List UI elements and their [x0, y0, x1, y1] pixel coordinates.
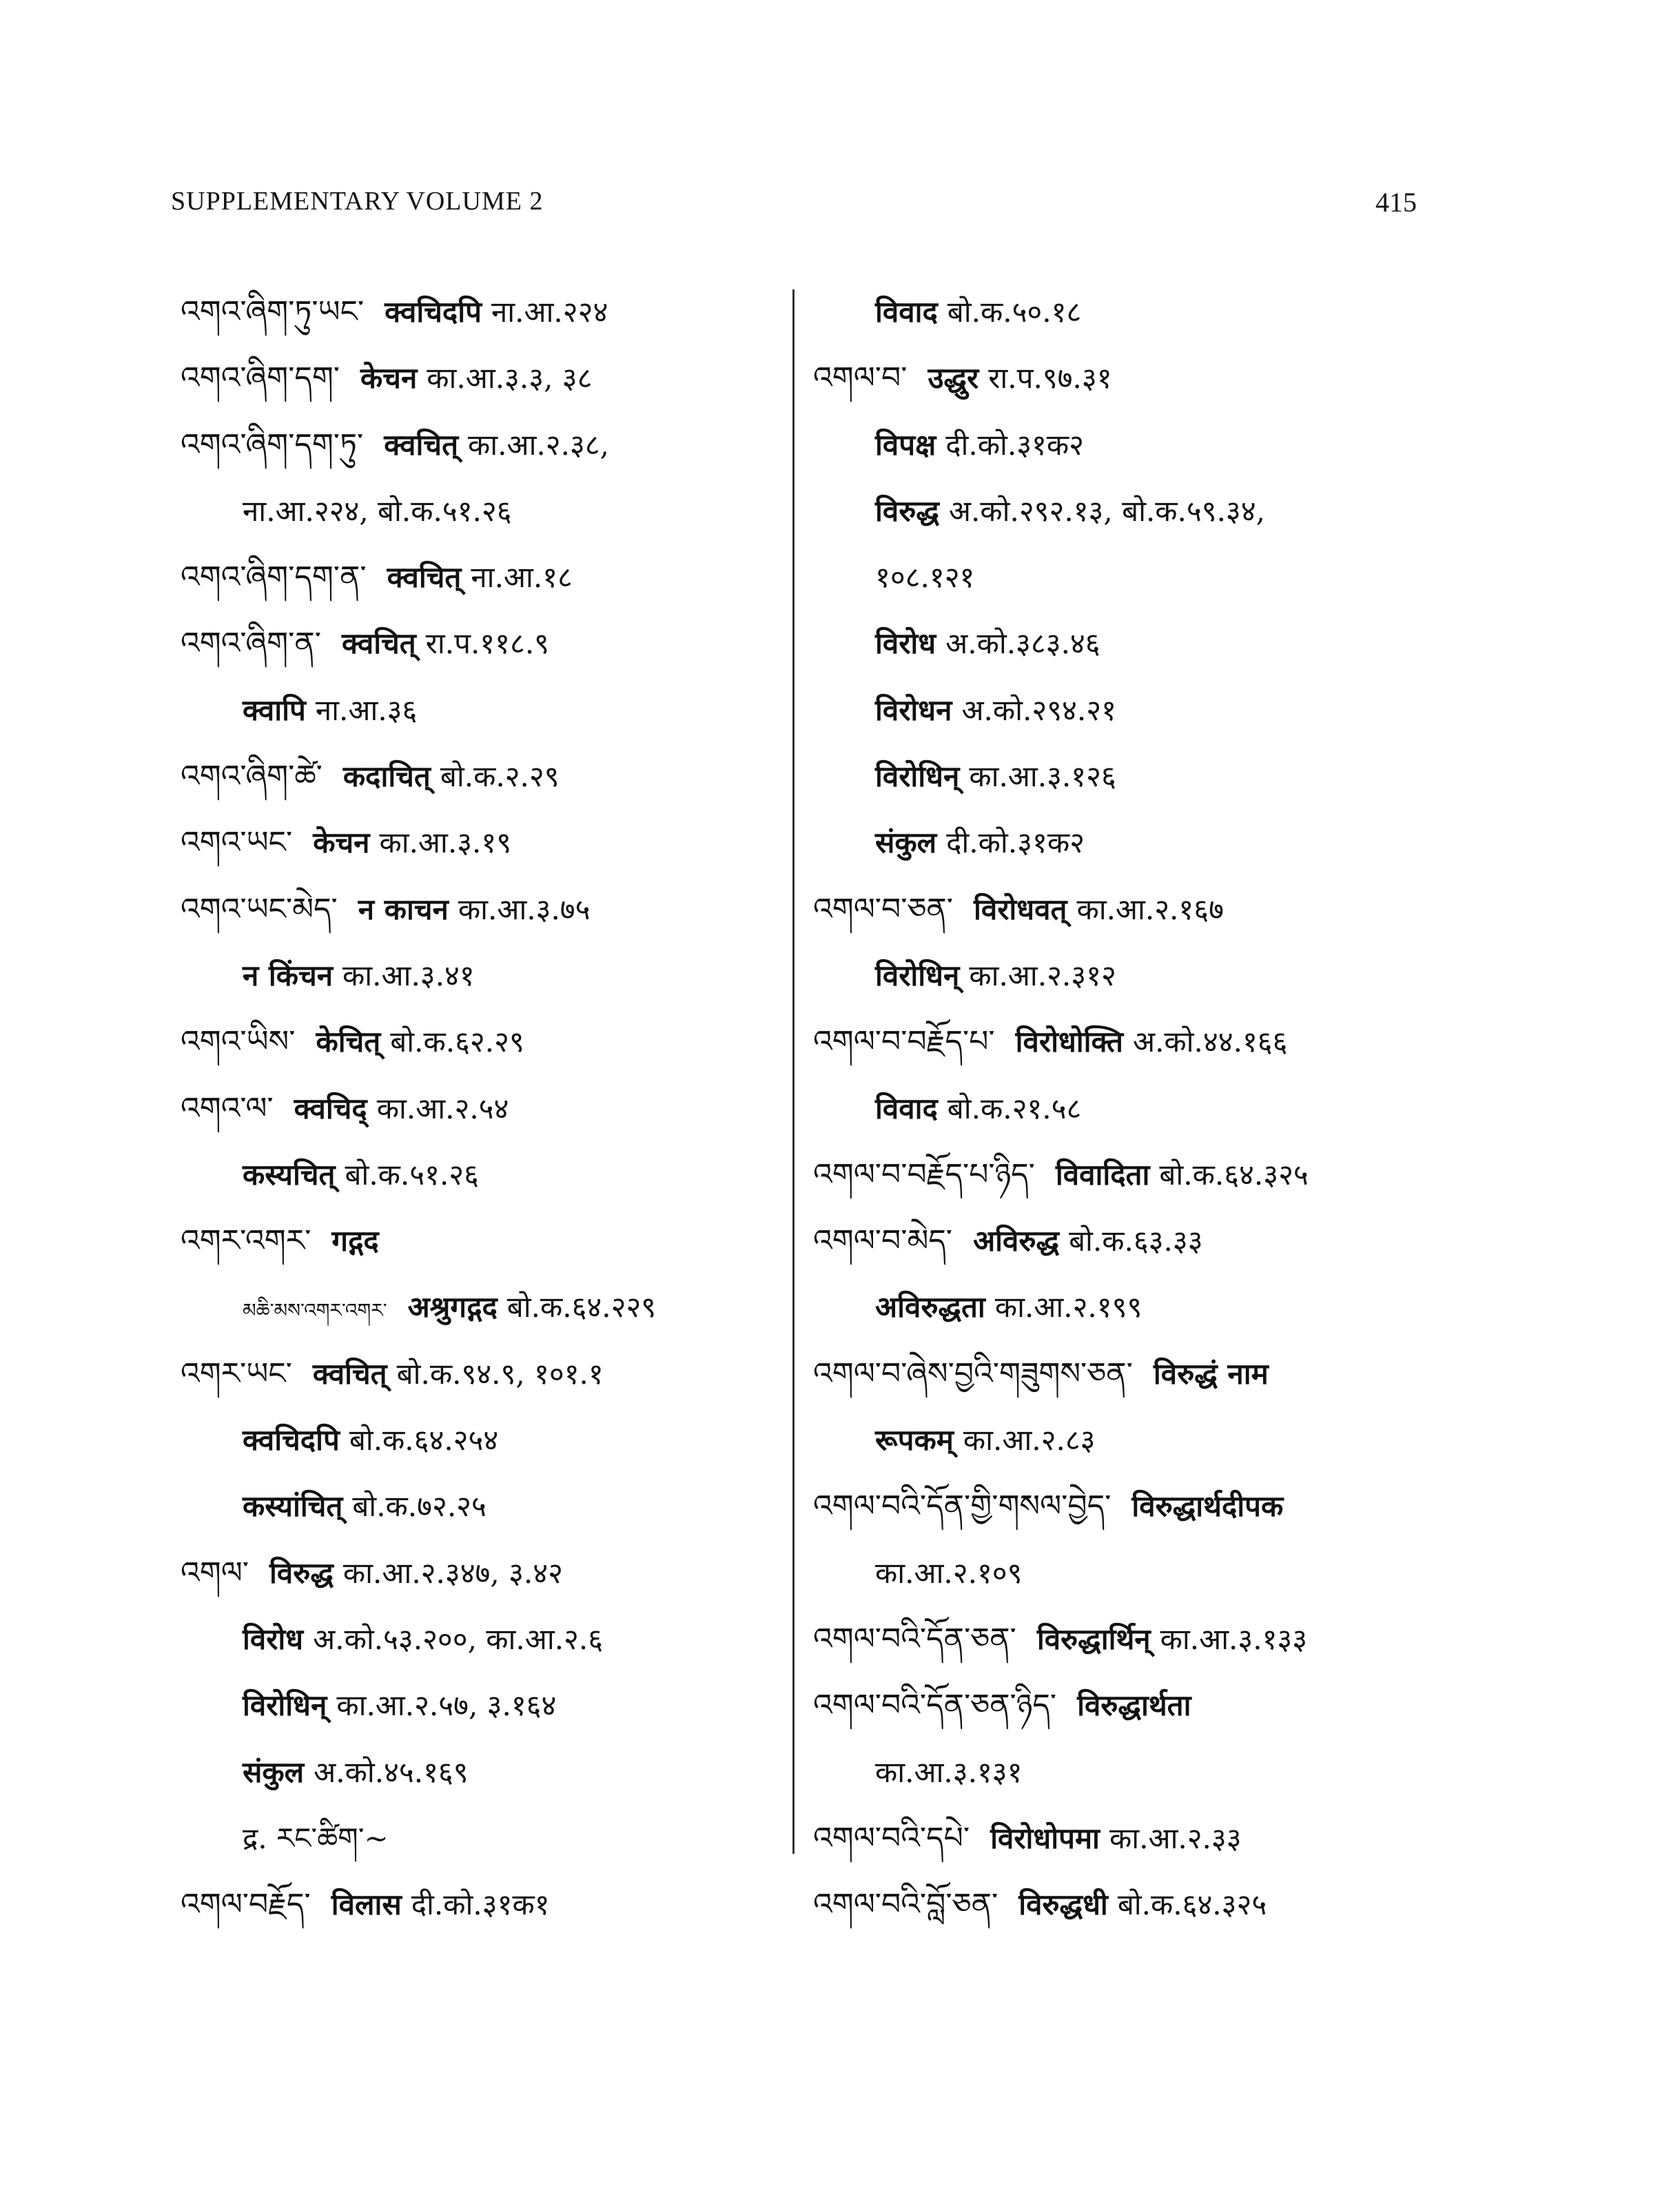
tibetan-headword: འགའ་ཡང་མེད་	[181, 891, 338, 927]
dictionary-line	[813, 1208, 1433, 1274]
dictionary-line	[813, 1407, 1433, 1473]
source-reference: का.आ.२.३४७, ३.४२	[342, 1555, 563, 1590]
source-reference: ना.आ.२२४	[491, 295, 608, 329]
dictionary-line	[181, 1606, 787, 1673]
sanskrit-equivalent: उद्धुर	[928, 361, 979, 396]
dictionary-line	[181, 877, 787, 943]
source-reference: का.आ.२.१९९	[994, 1290, 1143, 1325]
source-reference: बो.क.२.२९	[440, 759, 560, 794]
sanskrit-equivalent: क्वचिद्	[294, 1091, 367, 1125]
dictionary-line	[181, 1540, 787, 1606]
dictionary-line	[181, 1142, 787, 1208]
tibetan-headword: འགའ་ཞིག་ཚེ་	[181, 759, 322, 795]
source-reference: ना.आ.२२४, बो.क.५१.२६	[243, 493, 512, 528]
sanskrit-equivalent: विरोध	[243, 1622, 304, 1656]
source-reference: ना.आ.१८	[471, 560, 573, 595]
source-reference: अ.को.२९४.२१	[961, 693, 1116, 727]
tibetan-headword: འགའ་ཞིག་ཏུ་ཡང་	[181, 294, 365, 329]
sanskrit-equivalent: विरुद्धार्थदीपक	[1131, 1489, 1284, 1524]
sanskrit-equivalent: विरोधिन्	[243, 1688, 327, 1723]
sanskrit-equivalent: विरोधिन्	[875, 759, 960, 794]
source-reference: अ.को.२९२.१३, बो.क.५९.३४,	[948, 493, 1265, 528]
left-column	[181, 279, 787, 1938]
source-reference: बो.क.२१.५८	[947, 1091, 1082, 1125]
sanskrit-equivalent: विलास	[331, 1888, 402, 1922]
source-reference: दी.को.३१क२	[946, 826, 1085, 860]
sanskrit-equivalent: विरुद्धधी	[1018, 1888, 1108, 1922]
sanskrit-equivalent: क्वचिदपि	[243, 1423, 340, 1458]
dictionary-line	[181, 943, 787, 1009]
dictionary-line	[813, 810, 1433, 876]
sanskrit-equivalent: केचन	[313, 826, 370, 860]
source-reference: रा.प.९७.३१	[988, 361, 1112, 396]
tibetan-headword: འགར་ཡང་	[181, 1356, 292, 1391]
source-reference: बो.क.६४.२२९	[506, 1290, 657, 1325]
dictionary-line	[181, 544, 787, 611]
source-reference: बो.क.६२.२९	[390, 1025, 524, 1059]
tibetan-headword: འགའ་ཡང་	[181, 825, 293, 861]
tibetan-headword: འགལ་བའི་དཔེ་	[813, 1820, 970, 1856]
dictionary-line	[813, 1274, 1433, 1340]
sanskrit-equivalent: अश्रुगद्गद	[407, 1290, 498, 1325]
dictionary-line	[813, 1806, 1433, 1872]
dictionary-line	[181, 1806, 787, 1872]
source-reference: बो.क.६४.३२५	[1117, 1888, 1267, 1922]
dictionary-line	[813, 1341, 1433, 1407]
dictionary-line	[181, 1274, 787, 1340]
dictionary-line	[813, 744, 1433, 810]
dictionary-line	[813, 1076, 1433, 1142]
right-column	[813, 279, 1433, 1938]
sanskrit-equivalent: अविरुद्ध	[973, 1224, 1060, 1258]
tibetan-headword: འགལ་བ་ཅན་	[813, 891, 954, 927]
dictionary-line	[813, 345, 1433, 411]
source-reference: का.आ.२.५४	[376, 1091, 509, 1125]
sanskrit-equivalent: विवादिता	[1055, 1157, 1150, 1192]
tibetan-headword: འགལ་བ་ཞེས་བྱའི་གཟུགས་ཅན་	[813, 1356, 1133, 1391]
source-reference: का.आ.३.१२६	[969, 759, 1116, 794]
source-reference: अ.को.४४.१६६	[1132, 1025, 1288, 1059]
tibetan-headword: འགའ་ཞིག་དག་ཏུ་	[181, 427, 364, 462]
source-reference: द्र. རང་ཚིག་~	[243, 1821, 389, 1855]
source-reference: बो.क.७२.२५	[352, 1489, 486, 1524]
tibetan-headword: འགའ་ལ་	[181, 1090, 274, 1126]
source-reference: बो.क.५१.२६	[345, 1157, 479, 1192]
source-reference: बो.क.६४.३२५	[1159, 1157, 1309, 1192]
tibetan-headword: འགལ་བའི་དོན་ཅན་	[813, 1621, 1016, 1657]
dictionary-line	[181, 1473, 787, 1540]
dictionary-line	[181, 1872, 787, 1938]
dictionary-line	[181, 345, 787, 411]
dictionary-line	[181, 744, 787, 810]
source-reference: का.आ.३.१३१	[875, 1755, 1023, 1789]
page-header	[171, 186, 1417, 227]
sanskrit-equivalent: कस्यचित्	[243, 1157, 336, 1192]
source-reference: का.आ.२.१०९	[875, 1555, 1023, 1590]
tibetan-headword: འགའ་ཞིག་དག་ན་	[181, 560, 367, 595]
dictionary-line	[181, 810, 787, 876]
dictionary-line	[813, 611, 1433, 677]
page-number: 415	[1375, 187, 1417, 218]
dictionary-line	[181, 1208, 787, 1274]
source-reference: अ.को.४५.१६९	[314, 1755, 469, 1789]
dictionary-line	[813, 1673, 1433, 1739]
sanskrit-equivalent: केचित्	[316, 1025, 381, 1059]
dictionary-line	[181, 611, 787, 677]
sanskrit-equivalent: विरोधवत्	[974, 892, 1067, 926]
source-reference: का.आ.३.३, ३८	[427, 361, 593, 396]
source-reference: का.आ.२.१६७	[1076, 892, 1224, 926]
sanskrit-equivalent: संकुल	[243, 1755, 305, 1789]
source-reference: ना.आ.३६	[315, 693, 418, 727]
tibetan-headword: འགའ་ཡིས་	[181, 1024, 296, 1060]
dictionary-line	[813, 1872, 1433, 1938]
sanskrit-equivalent: विरुद्धार्थिन्	[1036, 1622, 1151, 1656]
tibetan-headword: འགལ་	[181, 1555, 249, 1591]
sanskrit-equivalent: केचन	[360, 361, 418, 396]
dictionary-line	[813, 1606, 1433, 1673]
sanskrit-equivalent: विरुद्धार्थता	[1077, 1688, 1191, 1723]
sanskrit-equivalent: विरुद्ध	[269, 1555, 334, 1590]
source-reference: का.आ.३.१९	[379, 826, 512, 860]
sanskrit-equivalent: क्वचित्	[312, 1356, 387, 1391]
dictionary-line	[181, 478, 787, 544]
sanskrit-equivalent: क्वचित्	[341, 626, 416, 661]
running-head: SUPPLEMENTARY VOLUME 2	[171, 187, 544, 216]
dictionary-line	[813, 1473, 1433, 1540]
dictionary-line	[181, 1076, 787, 1142]
tibetan-headword: འགལ་བའི་དོན་གྱི་གསལ་བྱེད་	[813, 1489, 1112, 1524]
dictionary-line	[813, 412, 1433, 478]
source-reference: का.आ.३.४१	[342, 958, 475, 992]
sanskrit-equivalent: न काचन	[358, 892, 449, 926]
dictionary-line	[813, 943, 1433, 1009]
sanskrit-equivalent: न किंचन	[243, 958, 334, 992]
source-reference: बो.क.५०.१८	[947, 295, 1082, 329]
source-reference: १०८.१२१	[875, 560, 975, 595]
column-divider	[792, 289, 795, 1854]
source-reference: का.आ.२.३१२	[969, 958, 1116, 992]
tibetan-headword: འགའ་ཞིག་དག་	[181, 360, 340, 396]
dictionary-line	[181, 279, 787, 345]
source-reference: का.आ.२.८३	[963, 1423, 1096, 1458]
tibetan-headword: འགལ་བརྗོད་	[181, 1887, 311, 1923]
sanskrit-equivalent: क्वापि	[243, 693, 306, 727]
dictionary-line	[813, 544, 1433, 611]
dictionary-line	[181, 1407, 787, 1473]
source-reference: दी.को.३१क१	[411, 1888, 550, 1922]
sanskrit-equivalent: विपक्ष	[875, 427, 936, 462]
dictionary-line	[181, 1341, 787, 1407]
tibetan-headword: འགལ་བའི་བློ་ཅན་	[813, 1887, 998, 1923]
dictionary-line	[813, 1009, 1433, 1075]
sanskrit-equivalent: विरुद्धं नाम	[1153, 1356, 1269, 1391]
dictionary-line	[813, 279, 1433, 345]
source-reference: दी.को.३१क२	[945, 427, 1084, 462]
tibetan-headword: འགལ་བ་བརྗོད་པ་ཉིད་	[813, 1156, 1035, 1192]
sanskrit-equivalent: संकुल	[875, 826, 937, 860]
sanskrit-equivalent: विरोधिन्	[875, 958, 960, 992]
sanskrit-equivalent: क्वचित्	[387, 560, 462, 595]
sanskrit-equivalent: कस्यांचित्	[243, 1489, 343, 1524]
source-reference: बो.क.९४.९, १०१.१	[396, 1356, 604, 1391]
tibetan-headword: འགལ་བའི་དོན་ཅན་ཉིད་	[813, 1688, 1057, 1724]
dictionary-line	[813, 677, 1433, 744]
dictionary-line	[181, 677, 787, 744]
source-reference: का.आ.२.५७, ३.१६४	[336, 1688, 557, 1723]
source-reference: का.आ.२.३३	[1109, 1821, 1242, 1855]
source-reference: का.आ.२.३८,	[468, 427, 609, 462]
source-reference: बो.क.६३.३३	[1069, 1224, 1203, 1258]
dictionary-line	[813, 478, 1433, 544]
tibetan-headword: འགལ་བ་མེད་	[813, 1223, 953, 1259]
tibetan-headword: མཆི་མས་འགར་འགར་	[243, 1299, 387, 1322]
dictionary-line	[181, 412, 787, 478]
source-reference: का.आ.३.१३३	[1160, 1622, 1308, 1656]
sanskrit-equivalent: क्वचिदपि	[385, 295, 482, 329]
tibetan-headword: འགའ་ཞིག་ན་	[181, 626, 321, 662]
tibetan-headword: འགལ་བ་	[813, 360, 908, 396]
source-reference: बो.क.६४.२५४	[349, 1423, 499, 1458]
dictionary-line	[813, 1739, 1433, 1806]
sanskrit-equivalent: गद्गद	[331, 1224, 379, 1258]
sanskrit-equivalent: विवाद	[875, 1091, 938, 1125]
sanskrit-equivalent: विरुद्ध	[875, 493, 939, 528]
sanskrit-equivalent: विरोधन	[875, 693, 952, 727]
dictionary-line	[813, 1540, 1433, 1606]
source-reference: अ.को.३८३.४६	[945, 626, 1100, 661]
dictionary-line	[181, 1739, 787, 1806]
source-reference: अ.को.५३.२००, का.आ.२.६	[313, 1622, 604, 1656]
tibetan-headword: འགལ་བ་བརྗོད་པ་	[813, 1024, 995, 1060]
sanskrit-equivalent: विरोधोक्ति	[1015, 1025, 1123, 1059]
sanskrit-equivalent: क्वचित्	[384, 427, 459, 462]
sanskrit-equivalent: कदाचित्	[342, 759, 431, 794]
dictionary-line	[181, 1009, 787, 1075]
source-reference: रा.प.११८.९	[425, 626, 550, 661]
sanskrit-equivalent: विरोधोपमा	[990, 1821, 1100, 1855]
tibetan-headword: འགར་འགར་	[181, 1223, 311, 1259]
source-reference: का.आ.३.७५	[458, 892, 591, 926]
dictionary-line	[181, 1673, 787, 1739]
sanskrit-equivalent: अविरुद्धता	[875, 1290, 985, 1325]
dictionary-line	[813, 1142, 1433, 1208]
dictionary-line	[813, 877, 1433, 943]
sanskrit-equivalent: विरोध	[875, 626, 936, 661]
sanskrit-equivalent: रूपकम्	[875, 1423, 954, 1458]
sanskrit-equivalent: विवाद	[875, 295, 938, 329]
